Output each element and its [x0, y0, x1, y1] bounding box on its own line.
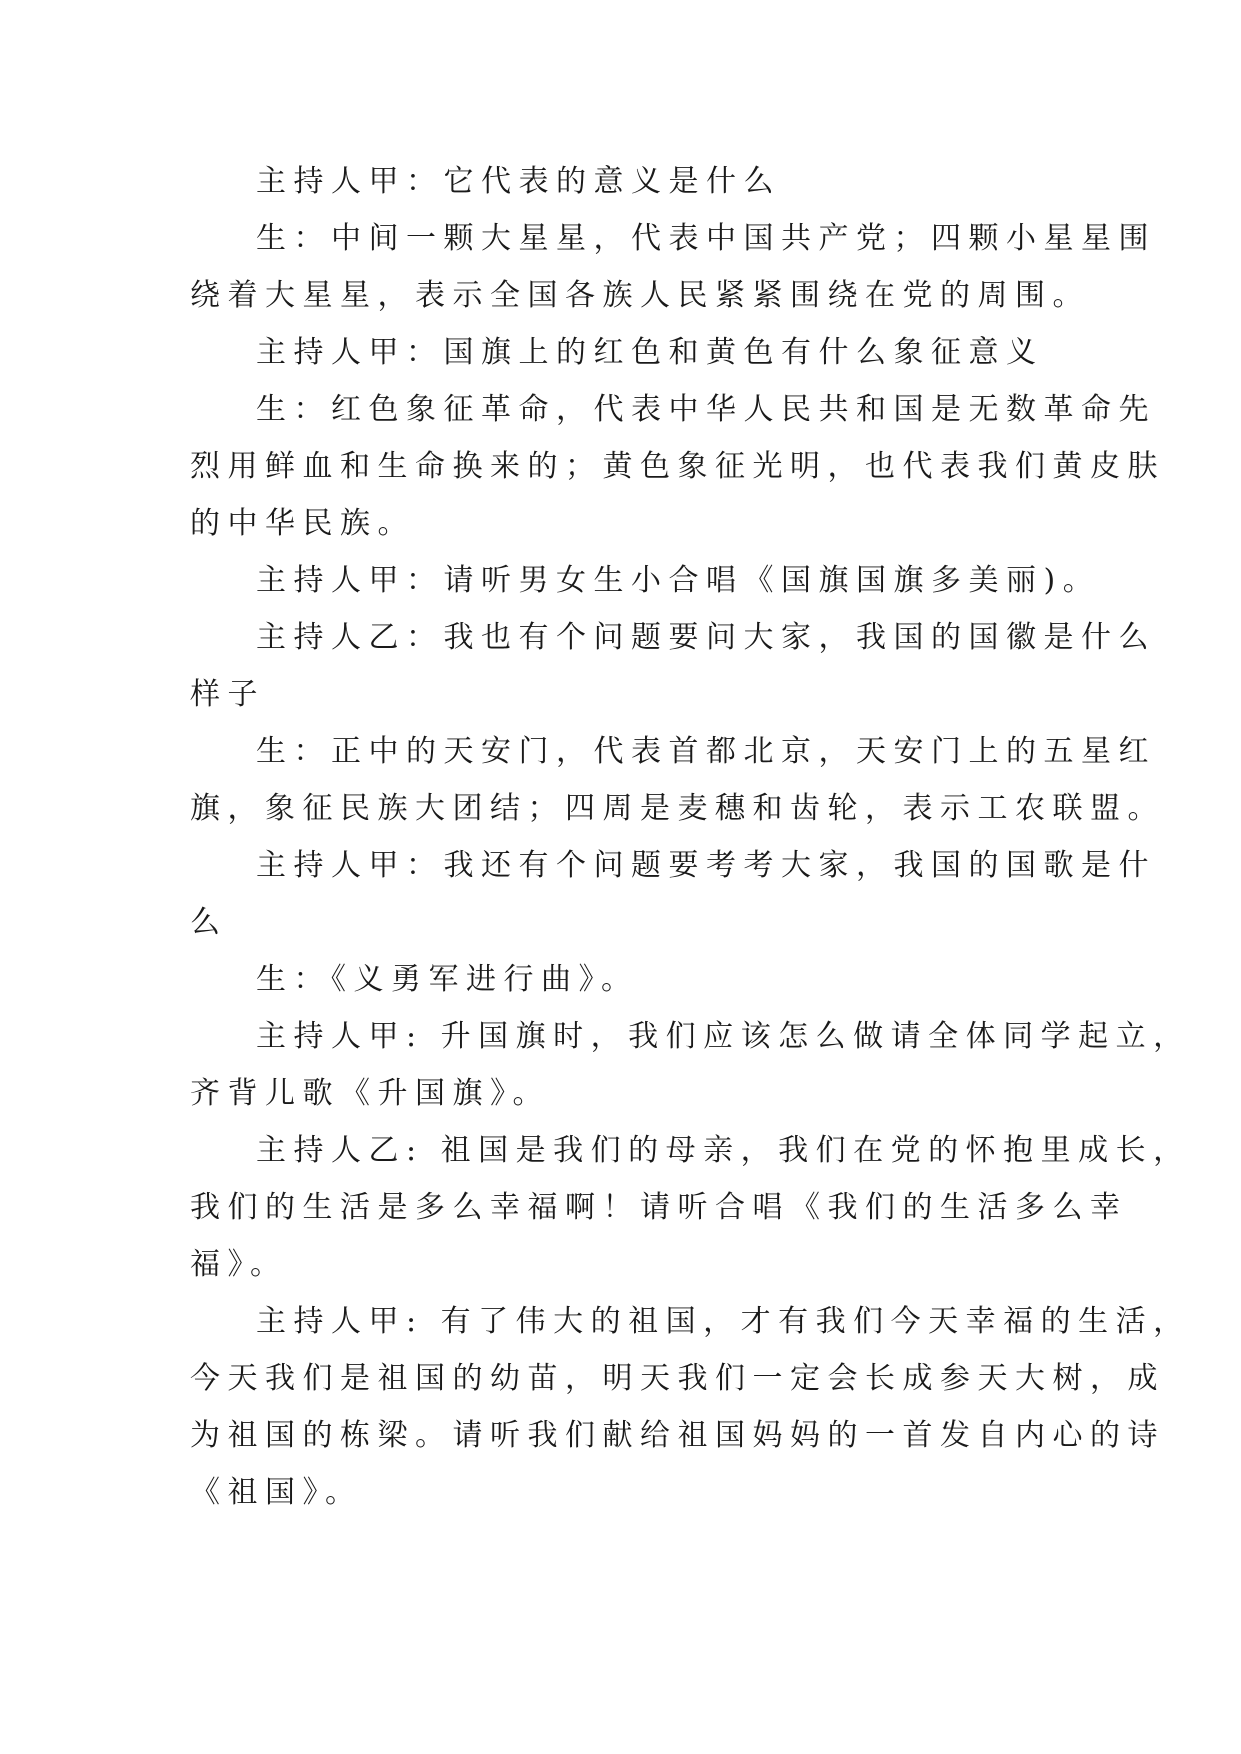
- text-line: 主持人甲：它代表的意义是什么: [256, 164, 781, 199]
- text-line: 样子: [190, 677, 265, 712]
- text-line: 主持人乙: 祖国是我们的母亲，我们在党的怀抱里成长，: [256, 1133, 1191, 1168]
- text-line: 么: [190, 905, 228, 940]
- text-line: 福》。: [190, 1247, 288, 1282]
- text-line: 旗，象征民族大团结；四周是麦穗和齿轮，表示工农联盟。: [190, 791, 1165, 826]
- text-line: 主持人乙：我也有个问题要问大家，我国的国徽是什么: [256, 620, 1156, 655]
- text-line: 齐背儿歌《升国旗》。: [190, 1076, 550, 1111]
- text-line: 的中华民族。: [190, 506, 415, 541]
- document-body: [190, 153, 1191, 1521]
- text-line: 主持人甲: 有了伟大的祖国，才有我们今天幸福的生活，: [256, 1304, 1191, 1339]
- text-line: 绕着大星星，表示全国各族人民紧紧围绕在党的周围。: [190, 278, 1090, 313]
- text-line: 主持人甲：我还有个问题要考考大家，我国的国歌是什: [256, 848, 1156, 883]
- text-line: 我们的生活是多么幸福啊！请听合唱《我们的生活多么幸: [190, 1190, 1128, 1225]
- text-line: 主持人甲：请听男女生小合唱《国旗国旗多美丽)。: [256, 563, 1101, 598]
- text-line: 《祖国》。: [190, 1475, 363, 1510]
- text-line: 生：正中的天安门，代表首都北京，天安门上的五星红: [256, 734, 1156, 769]
- text-line: 生：红色象征革命，代表中华人民共和国是无数革命先: [256, 392, 1156, 427]
- text-line: 生：《义勇军进行曲》。: [256, 962, 639, 997]
- text-line: 主持人甲：国旗上的红色和黄色有什么象征意义: [256, 335, 1044, 370]
- text-line: 生：中间一颗大星星，代表中国共产党；四颗小星星围: [256, 221, 1156, 256]
- text-line: 主持人甲: 升国旗时，我们应该怎么做请全体同学起立，: [256, 1019, 1191, 1054]
- text-line: 烈用鲜血和生命换来的；黄色象征光明，也代表我们黄皮肤: [190, 449, 1165, 484]
- text-line: 为祖国的栋梁。请听我们献给祖国妈妈的一首发自内心的诗: [190, 1418, 1165, 1453]
- text-line: 今天我们是祖国的幼苗，明天我们一定会长成参天大树，成: [190, 1361, 1165, 1396]
